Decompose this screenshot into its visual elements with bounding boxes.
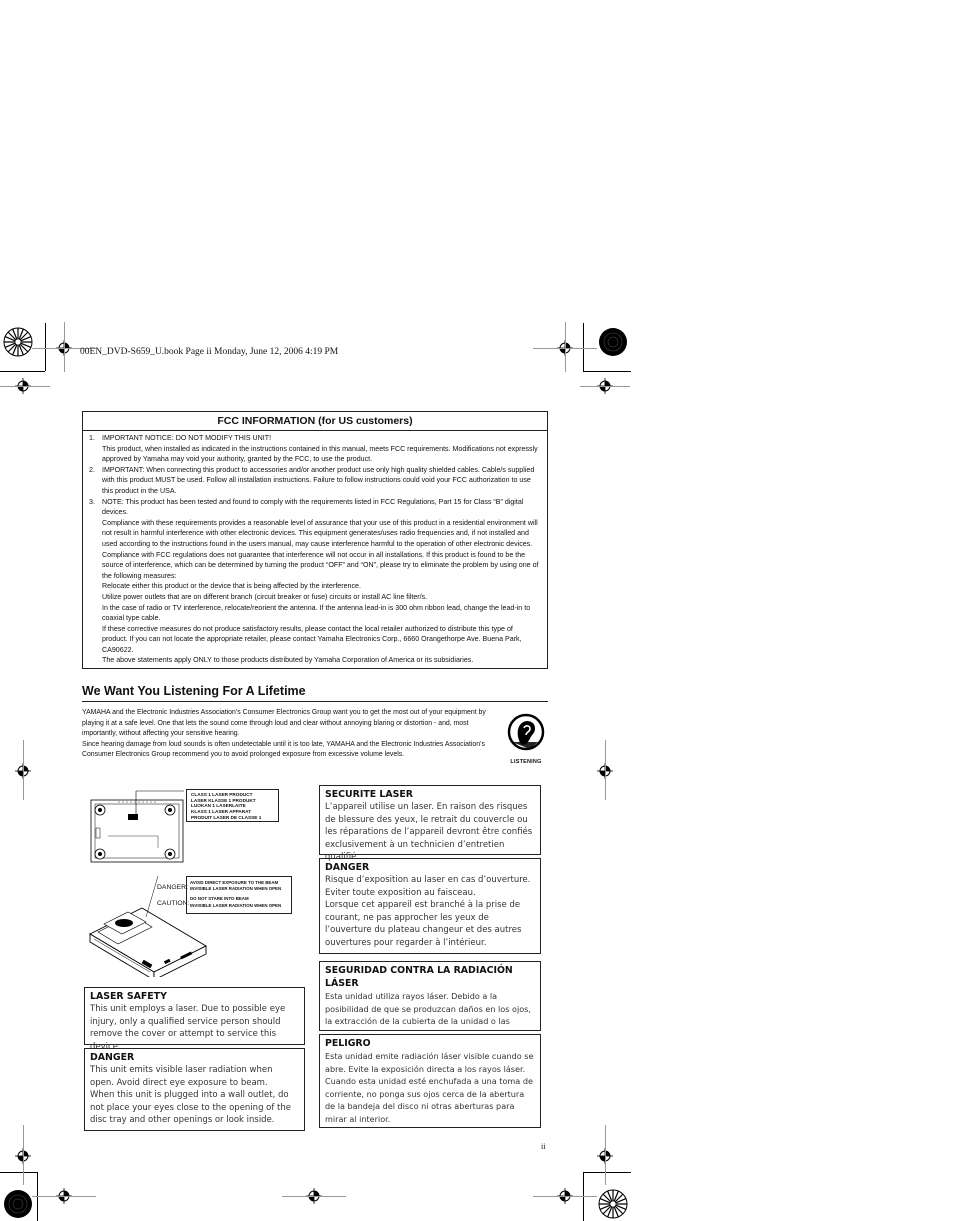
danger-line: AVOID DIRECT EXPOSURE TO THE BEAM (190, 880, 279, 885)
danger-word: DANGER: (157, 884, 188, 891)
danger-line: INVISIBLE LASER RADIATION WHEN OPEN (190, 886, 282, 891)
box-text: Esta unidad utiliza rayos láser. Debido a la posibilidad de que se produzcan daños en los ojos, la extracción de la cubierta de la unidad o las (325, 991, 531, 1027)
fcc-paragraph: This product, when installed as indicated in the instructions contained in this manual, meets FCC requirements. Modifications not expressly approved by Yamaha may void your authority, granted by the FCC, to use the product. (102, 444, 538, 464)
print-header-line: 00EN_DVD-S659_U.book Page ii Monday, June 12, 2006 4:19 PM (80, 347, 339, 357)
logo-caption: LISTENING (510, 759, 542, 765)
box-text: This unit emits visible laser radiation when open. Avoid direct eye exposure to beam. (90, 1065, 273, 1088)
target-mark-icon (598, 327, 628, 357)
caution-word: CAUTION: (157, 900, 190, 907)
fcc-item (89, 497, 539, 667)
box-title: PELIGRO (325, 1038, 371, 1049)
fcc-paragraph: IMPORTANT: When connecting this product to accessories and/or another product use only high quality shielded cables. Cable/s supplied with this product MUST be used. Follow all installation instructions. Failure to follow instructions could void your FCC authorization to use this product in the USA. (102, 465, 535, 495)
fcc-information-box (82, 411, 548, 669)
fcc-body (83, 431, 547, 666)
seguridad-box (319, 961, 541, 1031)
box-title: LASER SAFETY (90, 991, 167, 1002)
listening-title: We Want You Listening For A Lifetime (82, 684, 548, 702)
laser-safety-box (84, 987, 305, 1052)
box-title: DANGER (325, 862, 370, 873)
box-text: Esta unidad emite radiación láser visible cuando se abre. Evite la exposición directa a los rayos láser. Cuando esta unidad esté enchufada a una toma de corriente, no ponga sus ojos cerca de la abertura de la bandeja del disco ni otras aberturas para mirar al interior. (325, 1051, 534, 1124)
fcc-paragraph: IMPORTANT NOTICE: DO NOT MODIFY THIS UNIT! (102, 434, 272, 442)
starburst-mark-icon (598, 1189, 628, 1219)
caution-line: DO NOT STARE INTO BEAM (190, 896, 249, 901)
listening-logo (506, 712, 546, 765)
listening-paragraph: Since hearing damage from loud sounds is often undetectable until it is too late, YAMAHA and the Electronic Industries Association’s Consumer Electronics Group recommend you to avoid prolonged exposure from excessive volume levels. (82, 740, 485, 759)
laser-label-line: PRODUIT LASER DE CLASSE 1 (191, 814, 262, 820)
fcc-paragraph: If these corrective measures do not produce satisfactory results, please contact the local retailer authorized to distribute this type of product. If you can not locate the appropriate retailer, please contact Yamaha Electronics Corp., 6660 Orangethorpe Ave. Buena Park, CA90622. (102, 624, 522, 654)
laser-label-line: LASER KLASSE 1 PRODUKT (191, 797, 256, 803)
danger-english-box (84, 1048, 305, 1131)
box-text: L’appareil utilise un laser. En raison des risques de blessure des yeux, le retrait du couvercle ou les réparations de l’appareil devront être confiés exclusivement à un technicien d’entretien qualifié. (325, 802, 533, 863)
laser-class-label (186, 789, 279, 822)
fcc-item (89, 433, 539, 465)
listening-paragraph: YAMAHA and the Electronic Industries Association’s Consumer Electronics Group want you to get the most out of your equipment by playing it at a safe level. One that lets the sound come through loud and clear without annoying blaring or distortion - and, most importantly, without affecting your sensitive hearing. (82, 709, 486, 738)
fcc-paragraph: The above statements apply ONLY to those products distributed by Yamaha Corporation of America or its subsidiaries. (102, 656, 474, 665)
fcc-item-number: 2. (89, 465, 95, 474)
fcc-paragraph: Utilize power outlets that are on different branch (circuit breaker or fuse) circuits or install AC line filter/s. (102, 592, 428, 601)
laser-label-line: LUOKAN 1 LASERLAITE (191, 803, 246, 809)
fcc-paragraph: NOTE: This product has been tested and found to comply with the requirements listed in FCC Regulations, Part 15 for Class “B” digital devices. (102, 497, 524, 517)
peligro-box (319, 1034, 541, 1128)
target-mark-icon (3, 1189, 33, 1219)
securite-laser-box (319, 785, 541, 863)
box-text: Lorsque cet appareil est branché à la prise de courant, ne pas approcher les yeux de l’ouverture du plateau changeur et des autres ouvertures pour regarder à l’intérieur. (325, 900, 522, 948)
starburst-mark-icon (3, 327, 33, 357)
ear-logo-icon (506, 712, 546, 756)
laser-label-line: KLASS 1 LASER APPARAT (191, 809, 252, 815)
fcc-item-number: 1. (89, 434, 95, 442)
page-number: ii (541, 1142, 546, 1151)
fcc-item-number: 3. (89, 497, 95, 506)
danger-french-box (319, 858, 541, 954)
fcc-title: FCC INFORMATION (for US customers) (83, 412, 547, 431)
fcc-paragraph: Compliance with these requirements provides a reasonable level of assurance that your use of this product in a residential environment will not result in harmful interference with other electronic devices. This equipment generates/uses radio frequencies and, if not installed and used according to the instructions found in the users manual, may cause interference harmful to the operation of other electronic devices. Compliance with FCC regulations does not guarantee that interference will not occur in all installations. If this product is found to be the source of interference, which can be determined by turning the product “OFF” and “ON”, please try to eliminate the problem by using one of the following measures: (102, 518, 539, 580)
fcc-paragraph: Relocate either this product or the device that is being affected by the interference. (102, 582, 361, 591)
caution-line: INVISIBLE LASER RADIATION WHEN OPEN (190, 903, 282, 908)
fcc-paragraph: In the case of radio or TV interference, relocate/reorient the antenna. If the antenna lead-in is 300 ohm ribbon lead, change the lead-in to coaxial type cable. (102, 603, 531, 623)
laser-label-line: CLASS 1 LASER PRODUCT (191, 792, 253, 797)
box-title: DANGER (90, 1052, 135, 1063)
box-title: SECURITE LASER (325, 789, 414, 800)
listening-body (82, 708, 502, 761)
box-text: When this unit is plugged into a wall outlet, do not place your eyes close to the opening of the disc tray and other openings or look inside. (90, 1090, 292, 1126)
box-text: This unit employs a laser. Due to possible eye injury, only a qualified service person should remove the cover or attempt to service this device. (90, 1004, 286, 1052)
box-text: Risque d’exposition au laser en cas d’ouverture. Eviter toute exposition au faisceau. (325, 875, 531, 898)
box-title: SEGURIDAD CONTRA LA RADIACIÓN LÁSER (325, 965, 513, 989)
fcc-item (89, 465, 539, 497)
